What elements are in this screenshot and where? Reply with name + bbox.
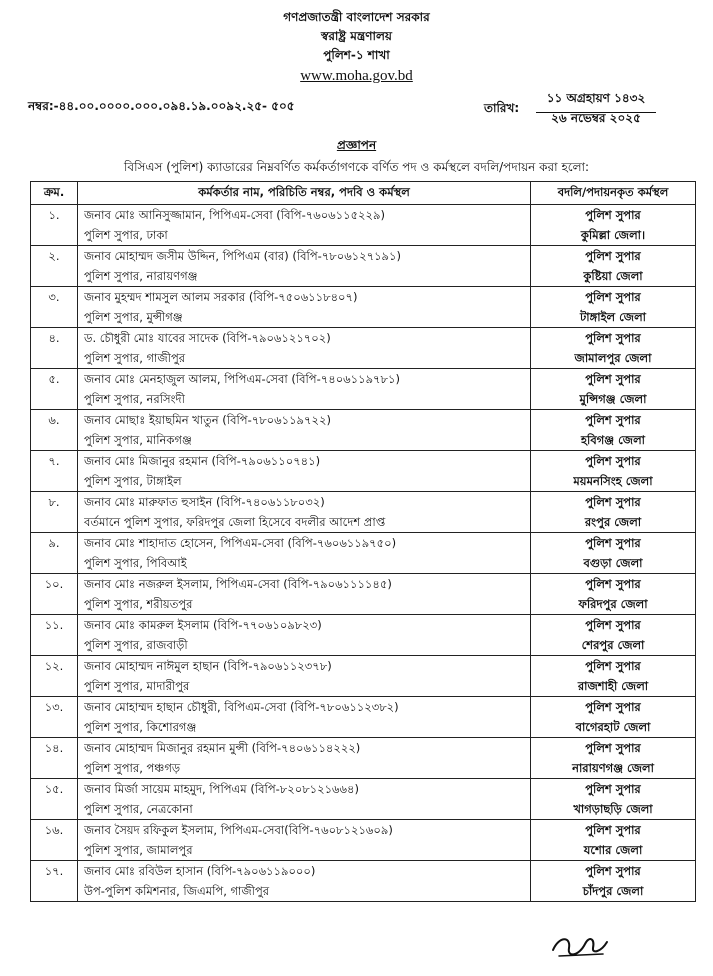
serial-number: ১৬. bbox=[44, 823, 64, 837]
officer-name: জনাব মোহাম্মদ হাছান চৌধুরী, বিপিএম-সেবা (বিপি-৭৮০৬১১২৩৮২) bbox=[84, 700, 399, 714]
officer-name: জনাব মোহাম্মদ মিজানুর রহমান মুন্সী (বিপি-৭৪০৬১১৪২২২) bbox=[84, 741, 361, 755]
officer-current-post: পুলিশ সুপার, ঢাকা bbox=[84, 228, 168, 242]
posting-designation: পুলিশ সুপার bbox=[585, 823, 641, 837]
table-header-row bbox=[31, 182, 696, 205]
officer-cell bbox=[78, 328, 531, 369]
officer-cell bbox=[78, 574, 531, 615]
serial-cell bbox=[31, 574, 78, 615]
posting-place: চাঁদপুর জেলা bbox=[582, 884, 644, 898]
posting-place: ময়মনসিংহ জেলা bbox=[573, 474, 653, 488]
date-label: তারিখ: bbox=[484, 101, 520, 115]
serial-number: ৪. bbox=[48, 331, 60, 345]
table-row bbox=[31, 205, 696, 246]
notification-title: প্রজ্ঞাপন bbox=[336, 138, 377, 152]
officer-cell bbox=[78, 533, 531, 574]
posting-designation: পুলিশ সুপার bbox=[585, 741, 641, 755]
officer-name: জনাব সৈয়দ রফিকুল ইসলাম, পিপিএম-সেবা(বিপি-৭৬০৮১২১৬০৯) bbox=[84, 823, 393, 837]
posting-cell bbox=[531, 451, 696, 492]
table-row bbox=[31, 410, 696, 451]
posting-designation: পুলিশ সুপার bbox=[585, 700, 641, 714]
officer-name: জনাব মোঃ মেনহাজুল আলম, পিপিএম-সেবা (বিপি-৭৪০৬১১৯৭৮১) bbox=[84, 372, 400, 386]
table-row bbox=[31, 369, 696, 410]
posting-cell bbox=[531, 615, 696, 656]
officer-current-post: বর্তমানে পুলিশ সুপার, ফরিদপুর জেলা হিসেবে বদলীর আদেশ প্রাপ্ত bbox=[84, 515, 386, 529]
posting-place: বাগেরহাট জেলা bbox=[575, 720, 651, 734]
officer-cell bbox=[78, 861, 531, 902]
serial-number: ৭. bbox=[48, 454, 60, 468]
officer-cell bbox=[78, 451, 531, 492]
officer-cell bbox=[78, 287, 531, 328]
posting-place: বগুড়া জেলা bbox=[583, 556, 643, 570]
date-block bbox=[484, 90, 684, 130]
officer-name: জনাব মোঃ শাহাদাত হোসেন, পিপিএম-সেবা (বিপি-৭৬০৬১১৯৭৫০) bbox=[84, 536, 397, 550]
posting-cell bbox=[531, 820, 696, 861]
officer-name: জনাব মোঃ আনিসুজ্জামান, পিপিএম-সেবা (বিপি-৭৬০৬১১৫২২৯) bbox=[84, 208, 385, 222]
serial-number: ১৩. bbox=[44, 700, 64, 714]
serial-cell bbox=[31, 328, 78, 369]
table-row bbox=[31, 328, 696, 369]
officer-current-post: পুলিশ সুপার, নরসিংদী bbox=[84, 392, 185, 406]
table-row bbox=[31, 861, 696, 902]
posting-designation: পুলিশ সুপার bbox=[585, 454, 641, 468]
header-officer: কর্মকর্তার নাম, পরিচিতি নম্বর, পদবি ও কর্মস্থল bbox=[78, 182, 531, 205]
posting-designation: পুলিশ সুপার bbox=[585, 331, 641, 345]
posting-place: জামালপুর জেলা bbox=[574, 351, 652, 365]
serial-number: ১৪. bbox=[44, 741, 64, 755]
officer-cell bbox=[78, 246, 531, 287]
posting-cell bbox=[531, 492, 696, 533]
officer-name: জনাব মোছাঃ ইয়াছমিন খাতুন (বিপি-৭৮০৬১১৯৭২২) bbox=[84, 413, 331, 427]
officer-cell bbox=[78, 492, 531, 533]
serial-number: ১০. bbox=[44, 577, 64, 591]
posting-designation: পুলিশ সুপার bbox=[585, 659, 641, 673]
posting-designation: পুলিশ সুপার bbox=[585, 372, 641, 386]
officer-current-post: পুলিশ সুপার, পিবিআই bbox=[84, 556, 187, 570]
serial-cell bbox=[31, 861, 78, 902]
posting-place: শেরপুর জেলা bbox=[581, 638, 645, 652]
table-row bbox=[31, 574, 696, 615]
posting-cell bbox=[531, 410, 696, 451]
posting-cell bbox=[531, 369, 696, 410]
posting-cell bbox=[531, 246, 696, 287]
posting-cell bbox=[531, 779, 696, 820]
officer-cell bbox=[78, 779, 531, 820]
posting-designation: পুলিশ সুপার bbox=[585, 618, 641, 632]
posting-place: যশোর জেলা bbox=[583, 843, 643, 857]
posting-designation: পুলিশ সুপার bbox=[585, 249, 641, 263]
government-name: গণপ্রজাতন্ত্রী বাংলাদেশ সরকার bbox=[283, 10, 430, 24]
memo-number: নম্বর:-৪৪.০০.০০০০.০০০.০৯৪.১৯.০০৯২.২৫- ৫০৫ bbox=[28, 99, 295, 113]
serial-cell bbox=[31, 246, 78, 287]
serial-cell bbox=[31, 492, 78, 533]
table-row bbox=[31, 492, 696, 533]
table-row bbox=[31, 287, 696, 328]
officer-cell bbox=[78, 410, 531, 451]
posting-cell bbox=[531, 861, 696, 902]
posting-place: কুষ্টিয়া জেলা bbox=[583, 269, 643, 283]
officer-name: জনাব মোঃ মারুফাত হুসাইন (বিপি-৭৪০৬১১৮০৩২) bbox=[84, 495, 325, 509]
posting-designation: পুলিশ সুপার bbox=[585, 577, 641, 591]
serial-number: ১৫. bbox=[44, 782, 64, 796]
officer-name: জনাব মোঃ রবিউল হাসান (বিপি-৭৯০৬১১৯০০০) bbox=[84, 864, 316, 878]
officer-current-post: পুলিশ সুপার, নারায়ণগঞ্জ bbox=[84, 269, 198, 283]
serial-cell bbox=[31, 615, 78, 656]
posting-place: রংপুর জেলা bbox=[584, 515, 642, 529]
officer-cell bbox=[78, 656, 531, 697]
table-row bbox=[31, 779, 696, 820]
serial-number: ১১. bbox=[44, 618, 64, 632]
officer-current-post: পুলিশ সুপার, গাজীপুর bbox=[84, 351, 186, 365]
serial-cell bbox=[31, 820, 78, 861]
serial-number: ১৭. bbox=[44, 864, 64, 878]
table-row bbox=[31, 697, 696, 738]
posting-place: কুমিল্লা জেলা। bbox=[580, 228, 646, 242]
table-row bbox=[31, 738, 696, 779]
posting-designation: পুলিশ সুপার bbox=[585, 208, 641, 222]
officer-cell bbox=[78, 697, 531, 738]
posting-designation: পুলিশ সুপার bbox=[585, 864, 641, 878]
table-row bbox=[31, 656, 696, 697]
header-serial: ক্রম. bbox=[31, 182, 78, 205]
serial-cell bbox=[31, 287, 78, 328]
officer-current-post: পুলিশ সুপার, মাদারীপুর bbox=[84, 679, 190, 693]
table-row bbox=[31, 533, 696, 574]
officer-current-post: পুলিশ সুপার, মুন্সীগঞ্জ bbox=[84, 310, 183, 324]
table-row bbox=[31, 820, 696, 861]
posting-cell bbox=[531, 697, 696, 738]
table-row bbox=[31, 246, 696, 287]
posting-place: খাগড়াছড়ি জেলা bbox=[573, 802, 653, 816]
serial-number: ৬. bbox=[48, 413, 60, 427]
posting-designation: পুলিশ সুপার bbox=[585, 290, 641, 304]
serial-cell bbox=[31, 451, 78, 492]
posting-cell bbox=[531, 738, 696, 779]
letterhead bbox=[0, 8, 713, 87]
serial-cell bbox=[31, 738, 78, 779]
posting-cell bbox=[531, 287, 696, 328]
officer-name: ড. চৌধুরী মোঃ যাবের সাদেক (বিপি-৭৯০৬১২১৭০২) bbox=[84, 331, 331, 345]
officer-current-post: পুলিশ সুপার, টাঙ্গাইল bbox=[84, 474, 182, 488]
officer-name: জনাব মোঃ মিজানুর রহমান (বিপি-৭৯০৬১১০৭৪১) bbox=[84, 454, 321, 468]
serial-cell bbox=[31, 369, 78, 410]
posting-designation: পুলিশ সুপার bbox=[585, 495, 641, 509]
officer-name: জনাব মির্জা সায়েম মাহমুদ, পিপিএম (বিপি-৮২০৮১২১৬৬৪) bbox=[84, 782, 359, 796]
posting-cell bbox=[531, 328, 696, 369]
officer-cell bbox=[78, 738, 531, 779]
serial-number: ৮. bbox=[48, 495, 60, 509]
header-posting: বদলি/পদায়নকৃত কর্মস্থল bbox=[531, 182, 696, 205]
serial-number: ৯. bbox=[48, 536, 60, 550]
intro-text: বিসিএস (পুলিশ) ক্যাডারের নিম্নবর্ণিত কর্মকর্তাগণকে বর্ণিত পদ ও কর্মস্থলে বদলি/পদায়ন করা হলো: bbox=[123, 160, 590, 174]
officer-current-post: উপ-পুলিশ কমিশনার, জিএমপি, গাজীপুর bbox=[84, 884, 270, 898]
date-english: ২৬ নভেম্বর ২০২৫ bbox=[551, 111, 641, 125]
officer-name: জনাব মোঃ কামরুল ইসলাম (বিপি-৭৭০৬১০৯৮২৩) bbox=[84, 618, 322, 632]
serial-number: ১. bbox=[48, 208, 60, 222]
ministry-name: স্বরাষ্ট্র মন্ত্রণালয় bbox=[321, 29, 392, 43]
serial-cell bbox=[31, 410, 78, 451]
officer-current-post: পুলিশ সুপার, মানিকগঞ্জ bbox=[84, 433, 192, 447]
officer-current-post: পুলিশ সুপার, কিশোরগঞ্জ bbox=[84, 720, 197, 734]
serial-cell bbox=[31, 656, 78, 697]
posting-cell bbox=[531, 205, 696, 246]
serial-number: ২. bbox=[48, 249, 60, 263]
officer-name: জনাব মুহম্মদ শামসুল আলম সরকার (বিপি-৭৫০৬১১৮৪০৭) bbox=[84, 290, 358, 304]
officer-cell bbox=[78, 369, 531, 410]
serial-number: ৫. bbox=[48, 372, 60, 386]
officer-cell bbox=[78, 615, 531, 656]
posting-cell bbox=[531, 574, 696, 615]
serial-number: ৩. bbox=[48, 290, 60, 304]
officer-current-post: পুলিশ সুপার, নেত্রকোনা bbox=[84, 802, 193, 816]
transfer-table bbox=[30, 181, 696, 902]
posting-designation: পুলিশ সুপার bbox=[585, 782, 641, 796]
posting-place: রাজশাহী জেলা bbox=[577, 679, 649, 693]
posting-cell bbox=[531, 656, 696, 697]
officer-name: জনাব মোহাম্মদ নাঈমুল হাছান (বিপি-৭৯০৬১১২৩৭৮) bbox=[84, 659, 332, 673]
branch-name: পুলিশ-১ শাখা bbox=[323, 48, 390, 62]
officer-cell bbox=[78, 205, 531, 246]
date-bangla: ১১ অগ্রহায়ণ ১৪৩২ bbox=[536, 90, 656, 113]
officer-current-post: পুলিশ সুপার, শরীয়তপুর bbox=[84, 597, 193, 611]
website-link[interactable]: www.moha.gov.bd bbox=[300, 68, 413, 84]
posting-place: নারায়ণগঞ্জ জেলা bbox=[572, 761, 654, 775]
signature-icon bbox=[545, 926, 615, 966]
posting-designation: পুলিশ সুপার bbox=[585, 413, 641, 427]
posting-place: হবিগঞ্জ জেলা bbox=[581, 433, 645, 447]
posting-place: টাঙ্গাইল জেলা bbox=[580, 310, 646, 324]
officer-name: জনাব মোঃ নজরুল ইসলাম, পিপিএম-সেবা (বিপি-৭৯০৬১১১১৪৫) bbox=[84, 577, 392, 591]
officer-current-post: পুলিশ সুপার, পঞ্চগড় bbox=[84, 761, 181, 775]
serial-cell bbox=[31, 697, 78, 738]
serial-cell bbox=[31, 205, 78, 246]
posting-place: ফরিদপুর জেলা bbox=[578, 597, 648, 611]
officer-current-post: পুলিশ সুপার, রাজবাড়ী bbox=[84, 638, 188, 652]
serial-cell bbox=[31, 533, 78, 574]
serial-cell bbox=[31, 779, 78, 820]
table-row bbox=[31, 615, 696, 656]
officer-name: জনাব মোহাম্মদ জসীম উদ্দিন, পিপিএম (বার) (বিপি-৭৮০৬১২৭১৯১) bbox=[84, 249, 401, 263]
posting-cell bbox=[531, 533, 696, 574]
officer-current-post: পুলিশ সুপার, জামালপুর bbox=[84, 843, 193, 857]
serial-number: ১২. bbox=[44, 659, 64, 673]
posting-place: মুন্সিগঞ্জ জেলা bbox=[579, 392, 647, 406]
officer-cell bbox=[78, 820, 531, 861]
table-row bbox=[31, 451, 696, 492]
posting-designation: পুলিশ সুপার bbox=[585, 536, 641, 550]
